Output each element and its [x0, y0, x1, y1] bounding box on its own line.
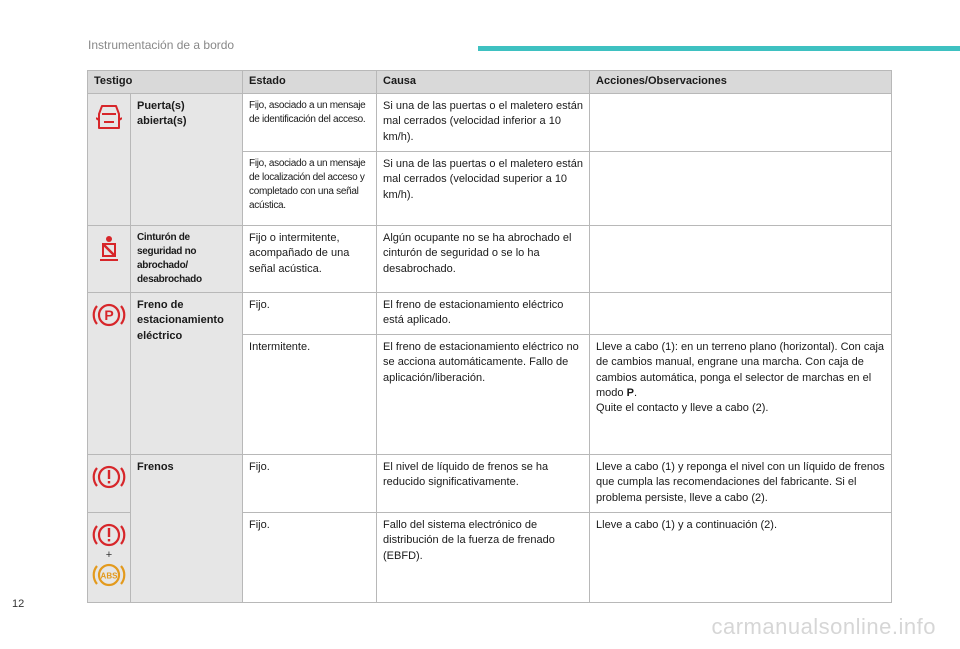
name-cell: Frenos	[131, 454, 243, 602]
acciones-cell	[590, 94, 892, 152]
acciones-text-2: Quite el contacto y lleve a cabo (2).	[596, 402, 769, 415]
acciones-text-end: .	[633, 386, 637, 399]
header-accent-bar	[478, 46, 960, 51]
acciones-cell	[590, 334, 892, 454]
table-row	[88, 454, 892, 512]
causa-cell: El freno de estacionamiento eléctrico no se acciona automáticamente. Fallo de aplicación/liberación.	[377, 334, 590, 454]
estado-cell: Intermitente.	[243, 334, 377, 454]
svg-text:P: P	[104, 307, 114, 323]
table-row	[88, 226, 892, 293]
brake-warning-icon	[88, 521, 130, 549]
acciones-cell	[590, 226, 892, 293]
name-cell: Cinturón de seguridad no abrochado/ desabrochado	[131, 226, 243, 293]
header-estado: Estado	[243, 71, 377, 94]
abs-label: ABS	[100, 571, 118, 581]
seatbelt-warning-icon	[88, 234, 130, 264]
watermark: carmanualsonline.info	[711, 614, 936, 639]
gear-mode-p: P	[626, 386, 634, 399]
brake-warning-icon	[88, 463, 130, 491]
plus-sign: +	[105, 548, 113, 561]
estado-cell: Fijo, asociado a un mensaje de localización del acceso y completado con una señal acústica.	[243, 152, 377, 226]
header-testigo: Testigo	[88, 71, 243, 94]
icon-cell	[88, 512, 131, 602]
name-cell: Freno de estacionamiento eléctrico	[131, 293, 243, 455]
parking-brake-icon	[88, 301, 130, 329]
estado-cell: Fijo.	[243, 454, 377, 512]
acciones-cell: Lleve a cabo (1) y reponga el nivel con un líquido de frenos que cumpla las recomendaciones del fabricante. Si el problema persiste, lleve a cabo (2).	[590, 454, 892, 512]
door-open-warning-icon	[88, 102, 130, 132]
causa-cell: Si una de las puertas o el maletero están mal cerrados (velocidad inferior a 10 km/h).	[377, 94, 590, 152]
icon-cell	[88, 94, 131, 226]
table-header-row	[88, 71, 892, 94]
table-row	[88, 94, 892, 152]
causa-cell: El nivel de líquido de frenos se ha reducido significativamente.	[377, 454, 590, 512]
section-title: Instrumentación de a bordo	[88, 38, 235, 52]
causa-cell: Fallo del sistema electrónico de distribución de la fuerza de frenado (EBFD).	[377, 512, 590, 602]
warning-lights-table	[87, 70, 892, 603]
estado-cell: Fijo.	[243, 293, 377, 335]
estado-cell: Fijo o intermitente, acompañado de una señal acústica.	[243, 226, 377, 293]
causa-cell: Si una de las puertas o el maletero están mal cerrados (velocidad superior a 10 km/h).	[377, 152, 590, 226]
abs-warning-icon	[88, 561, 130, 589]
estado-cell: Fijo.	[243, 512, 377, 602]
causa-cell: Algún ocupante no se ha abrochado el cinturón de seguridad o se lo ha desabrochado.	[377, 226, 590, 293]
acciones-text: Lleve a cabo (1): en un terreno plano (horizontal). Con caja de cambios manual, engrane una marcha. Con caja de cambios automática, ponga el selector de marchas en el modo	[596, 340, 885, 399]
icon-cell	[88, 226, 131, 293]
page-number: 12	[12, 598, 25, 610]
name-cell: Puerta(s) abierta(s)	[131, 94, 243, 226]
icon-cell	[88, 454, 131, 512]
header-causa: Causa	[377, 71, 590, 94]
estado-cell: Fijo, asociado a un mensaje de identificación del acceso.	[243, 94, 377, 152]
icon-cell	[88, 293, 131, 455]
acciones-cell	[590, 293, 892, 335]
table-row	[88, 293, 892, 335]
header-acciones: Acciones/Observaciones	[590, 71, 892, 94]
causa-cell: El freno de estacionamiento eléctrico está aplicado.	[377, 293, 590, 335]
acciones-cell	[590, 152, 892, 226]
acciones-cell: Lleve a cabo (1) y a continuación (2).	[590, 512, 892, 602]
